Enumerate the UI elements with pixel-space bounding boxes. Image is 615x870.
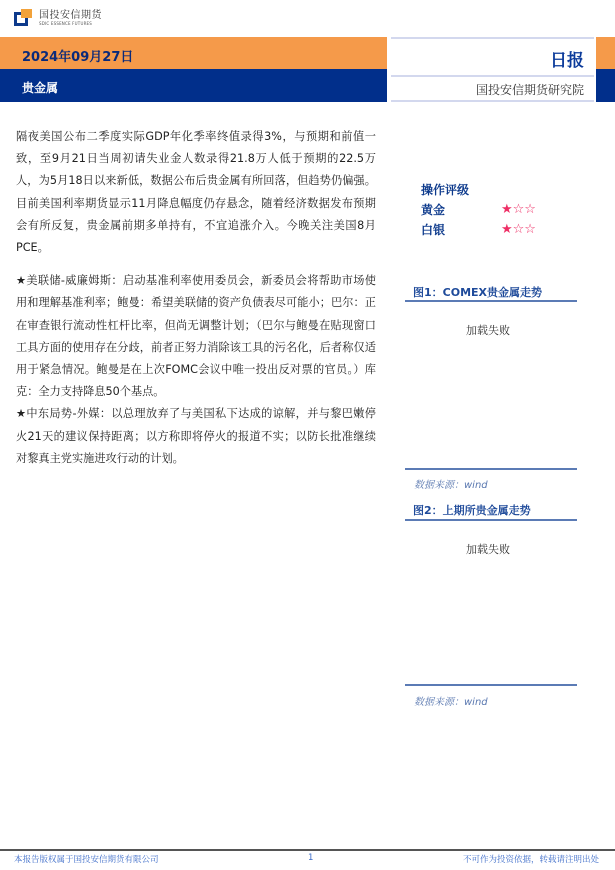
main-commentary <box>16 126 376 470</box>
star-rating-icon: ★☆☆ <box>501 222 536 237</box>
figure-1-source: 数据来源：wind <box>414 480 488 491</box>
operation-rating <box>421 180 601 240</box>
footer-copyright: 本报告版权属于国投安信期货有限公司 <box>14 855 159 865</box>
rating-name: 白银 <box>421 223 446 237</box>
footer-rule <box>0 849 615 851</box>
rating-row-gold <box>421 200 601 220</box>
figure-1-title: 图1：COMEX贵金属走势 <box>413 286 543 299</box>
report-date: 2024年09月27日 <box>22 50 134 65</box>
logo-name-en: SDIC ESSENCE FUTURES <box>39 21 93 26</box>
logo-mark-icon <box>14 9 34 27</box>
rating-row-silver <box>421 220 601 240</box>
figure-2-load-failed: 加载失败 <box>466 543 510 556</box>
report-type-title: 日报 <box>550 51 584 71</box>
middle-east-paragraph: ★中东局势-外媒：以总理放弃了与美国私下达成的谅解，并与黎巴嫩停火21天的建议保持距离；以方称即将停火的报道不实；以防长批准继续对黎真主党实施进攻行动的计划。 <box>16 407 376 465</box>
report-category: 贵金属 <box>22 81 59 95</box>
fed-news-paragraph: ★美联储-威廉姆斯：启动基准利率使用委员会，新委员会将帮助市场使用和理解基准利率；鲍曼：希望美联储的资产负债表尽可能小；巴尔：正在审查银行流动性杠杆比率，但尚无调整计划；（巴尔与鲍曼在贴现窗口工具方面的使用存在分歧，前者正努力消除该工具的污名化，后者称仅适用于紧急情况。鲍曼是在上次FOMC会议中唯一投出反对票的官员。）库克：全力支持降息50个基点。 <box>16 274 376 399</box>
divider <box>391 100 594 102</box>
institute-name: 国投安信期货研究院 <box>475 83 584 97</box>
footer-disclaimer: 不可作为投资依据，转载请注明出处 <box>462 855 599 865</box>
divider <box>391 75 594 77</box>
rating-title: 操作评级 <box>421 183 470 197</box>
star-rating-icon: ★☆☆ <box>501 202 536 217</box>
page-number: 1 <box>308 853 314 863</box>
summary-paragraph: 隔夜美国公布二季度实际GDP年化季率终值录得3%，与预期和前值一致，至9月21日当周初请失业金人数录得21.8万人低于预期的22.5万人，为5月18日以来新低，数据公布后贵金属有所回落，但趋势仍偏强。目前美国利率期货显示11月降息幅度仍存悬念，随着经济数据发布预期会有所反复，贵金属前期多单持有，不宜追涨介入。今晚关注美国8月PCE。 <box>16 130 376 255</box>
figure-1-load-failed: 加载失败 <box>466 324 510 337</box>
figure-2-top-rule <box>405 519 577 521</box>
divider <box>391 37 594 39</box>
figure-1-top-rule <box>405 300 577 302</box>
category-banner-edge <box>596 69 615 102</box>
rating-name: 黄金 <box>421 203 446 217</box>
company-logo <box>14 9 102 27</box>
figure-1-bottom-rule <box>405 468 577 470</box>
figure-2-bottom-rule <box>405 684 577 686</box>
category-banner <box>0 69 387 102</box>
logo-name-cn: 国投安信期货 <box>39 10 102 21</box>
figure-2-title: 图2：上期所贵金属走势 <box>413 504 531 517</box>
date-banner-edge <box>596 37 615 69</box>
figure-2-source: 数据来源：wind <box>414 697 488 708</box>
